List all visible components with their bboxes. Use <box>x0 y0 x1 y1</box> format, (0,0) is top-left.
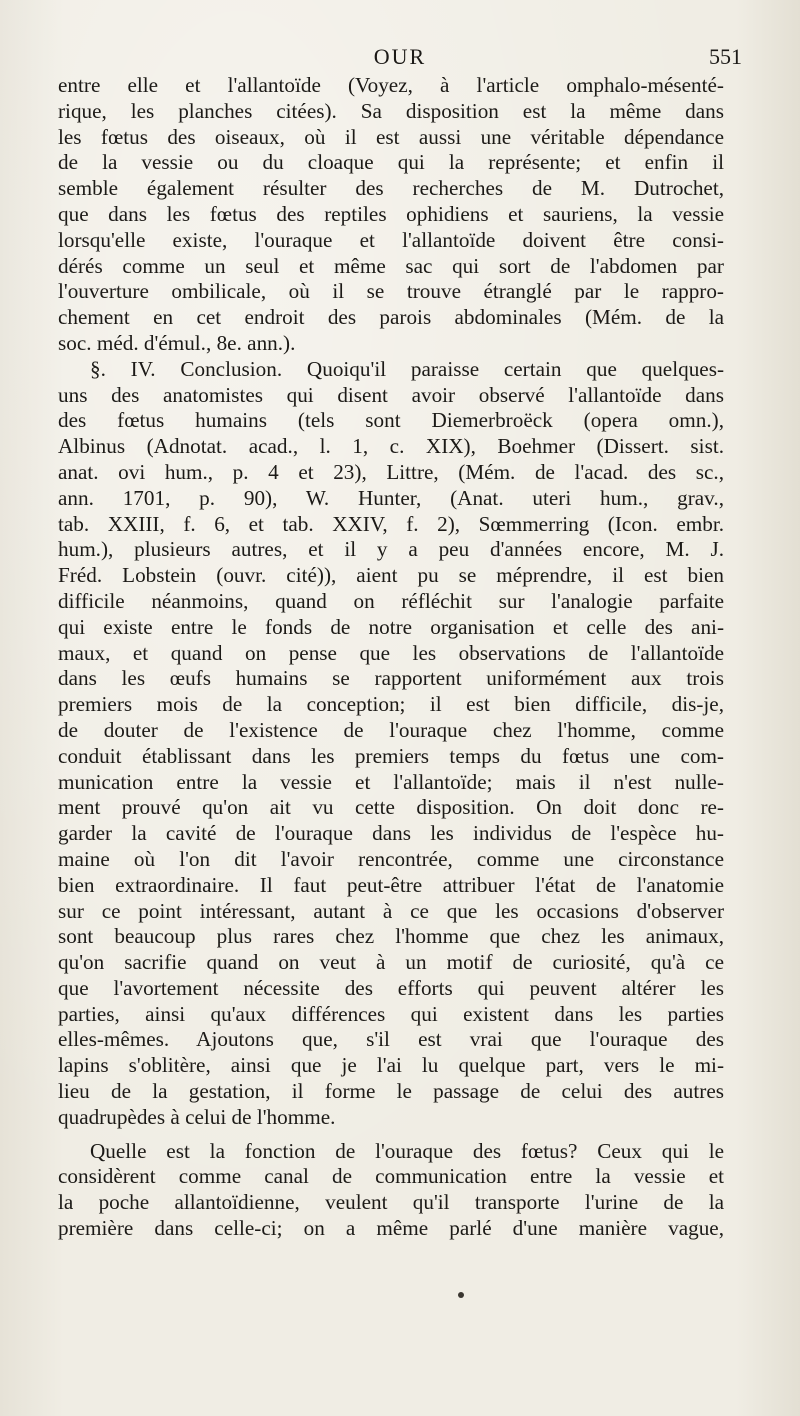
text-line: entre elle et l'allantoïde (Voyez, à l'article omphalo-mésenté- <box>58 73 724 97</box>
text-line: dérés comme un seul et même sac qui sort de l'abdomen par <box>58 253 724 278</box>
text-line: des fœtus humains (tels sont Diemerbroëck (opera omn.), <box>58 408 724 433</box>
paragraph-1 <box>58 73 724 357</box>
text-line: sur ce point intéressant, autant à ce que les occasions d'observer <box>58 898 724 923</box>
text-line: garder la cavité de l'ouraque dans les individus de l'espèce hu- <box>58 821 724 846</box>
text-line: elles-mêmes. Ajoutons que, s'il est vrai que l'ouraque des <box>58 1027 724 1052</box>
text-line: ment prouvé qu'on ait vu cette disposition. On doit donc re- <box>58 795 724 820</box>
text-line: lapins s'oblitère, ainsi que je l'ai lu quelque part, vers le mi- <box>58 1053 724 1078</box>
text-line: dans les œufs humains se rapportent uniformément aux trois <box>58 666 724 691</box>
text-line: hum.), plusieurs autres, et il y a peu d'années encore, M. J. <box>58 537 724 562</box>
text-line: uns des anatomistes qui disent avoir observé l'allantoïde dans <box>58 382 724 407</box>
paragraph-2 <box>58 357 724 1131</box>
text-line: chement en cet endroit des parois abdominales (Mém. de la <box>58 305 724 330</box>
text-line: soc. méd. d'émul., 8e. ann.). <box>58 330 296 355</box>
paragraph-3 <box>58 1139 724 1242</box>
text-line: conduit établissant dans les premiers temps du fœtus une com- <box>58 743 724 768</box>
text-line: munication entre la vessie et l'allantoïde; mais il n'est nulle- <box>58 769 724 794</box>
text-line: Quelle est la fonction de l'ouraque des fœtus? Ceux qui le <box>90 1138 724 1163</box>
text-line: lorsqu'elle existe, l'ouraque et l'allantoïde doivent être consi- <box>58 227 724 252</box>
text-line: considèrent comme canal de communication entre la vessie et <box>58 1164 724 1189</box>
text-line: difficile néanmoins, quand on réfléchit sur l'analogie parfaite <box>58 588 724 613</box>
text-line: l'ouverture ombilicale, où il se trouve étranglé par le rappro- <box>58 279 724 304</box>
text-line: semble également résulter des recherches de M. Dutrochet, <box>58 176 724 201</box>
ink-speck <box>458 1292 464 1298</box>
text-line: premiers mois de la conception; il est bien difficile, dis-je, <box>58 692 724 717</box>
text-line: sont beaucoup plus rares chez l'homme que chez les animaux, <box>58 924 724 949</box>
text-line: anat. ovi hum., p. 4 et 23), Littre, (Mém. de l'acad. des sc., <box>58 459 724 484</box>
text-line: que l'avortement nécessite des efforts qui peuvent altérer les <box>58 975 724 1000</box>
text-line: quadrupèdes à celui de l'homme. <box>58 1104 336 1129</box>
text-line: Fréd. Lobstein (ouvr. cité)), aient pu se méprendre, il est bien <box>58 563 724 588</box>
text-line: première dans celle-ci; on a même parlé d'une manière vague, <box>58 1216 724 1241</box>
text-line: les fœtus des oiseaux, où il est aussi une véritable dépendance <box>58 124 724 149</box>
text-line: de la vessie ou du cloaque qui la représente; et enfin il <box>58 150 724 175</box>
text-line: de douter de l'existence de l'ouraque chez l'homme, comme <box>58 717 724 742</box>
text-body <box>58 73 724 1242</box>
page-number: 551 <box>709 44 742 69</box>
text-line: ann. 1701, p. 90), W. Hunter, (Anat. uteri hum., grav., <box>58 485 724 510</box>
text-line: parties, ainsi qu'aux différences qui existent dans les parties <box>58 1001 724 1026</box>
text-line: qu'on sacrifie quand on veut à un motif de curiosité, qu'à ce <box>58 950 724 975</box>
text-line: rique, les planches citées). Sa disposition est la même dans <box>58 98 724 123</box>
text-line: qui existe entre le fonds de notre organisation et celle des ani- <box>58 614 724 639</box>
text-line: bien extraordinaire. Il faut peut-être attribuer l'état de l'anatomie <box>58 872 724 897</box>
text-line: lieu de la gestation, il forme le passage de celui des autres <box>58 1079 724 1104</box>
text-line: la poche allantoïdienne, veulent qu'il transporte l'urine de la <box>58 1190 724 1215</box>
running-header <box>0 40 800 74</box>
text-line: tab. XXIII, f. 6, et tab. XXIV, f. 2), Sœmmerring (Icon. embr. <box>58 511 724 536</box>
text-line: maine où l'on dit l'avoir rencontrée, comme une circonstance <box>58 846 724 871</box>
text-line: que dans les fœtus des reptiles ophidiens et sauriens, la vessie <box>58 201 724 226</box>
text-line: maux, et quand on pense que les observations de l'allantoïde <box>58 640 724 665</box>
running-title: OUR <box>373 44 427 69</box>
text-line: §. IV. Conclusion. Quoiqu'il paraisse certain que quelques- <box>90 356 724 381</box>
text-line: Albinus (Adnotat. acad., l. 1, c. XIX), Boehmer (Dissert. sist. <box>58 434 724 459</box>
